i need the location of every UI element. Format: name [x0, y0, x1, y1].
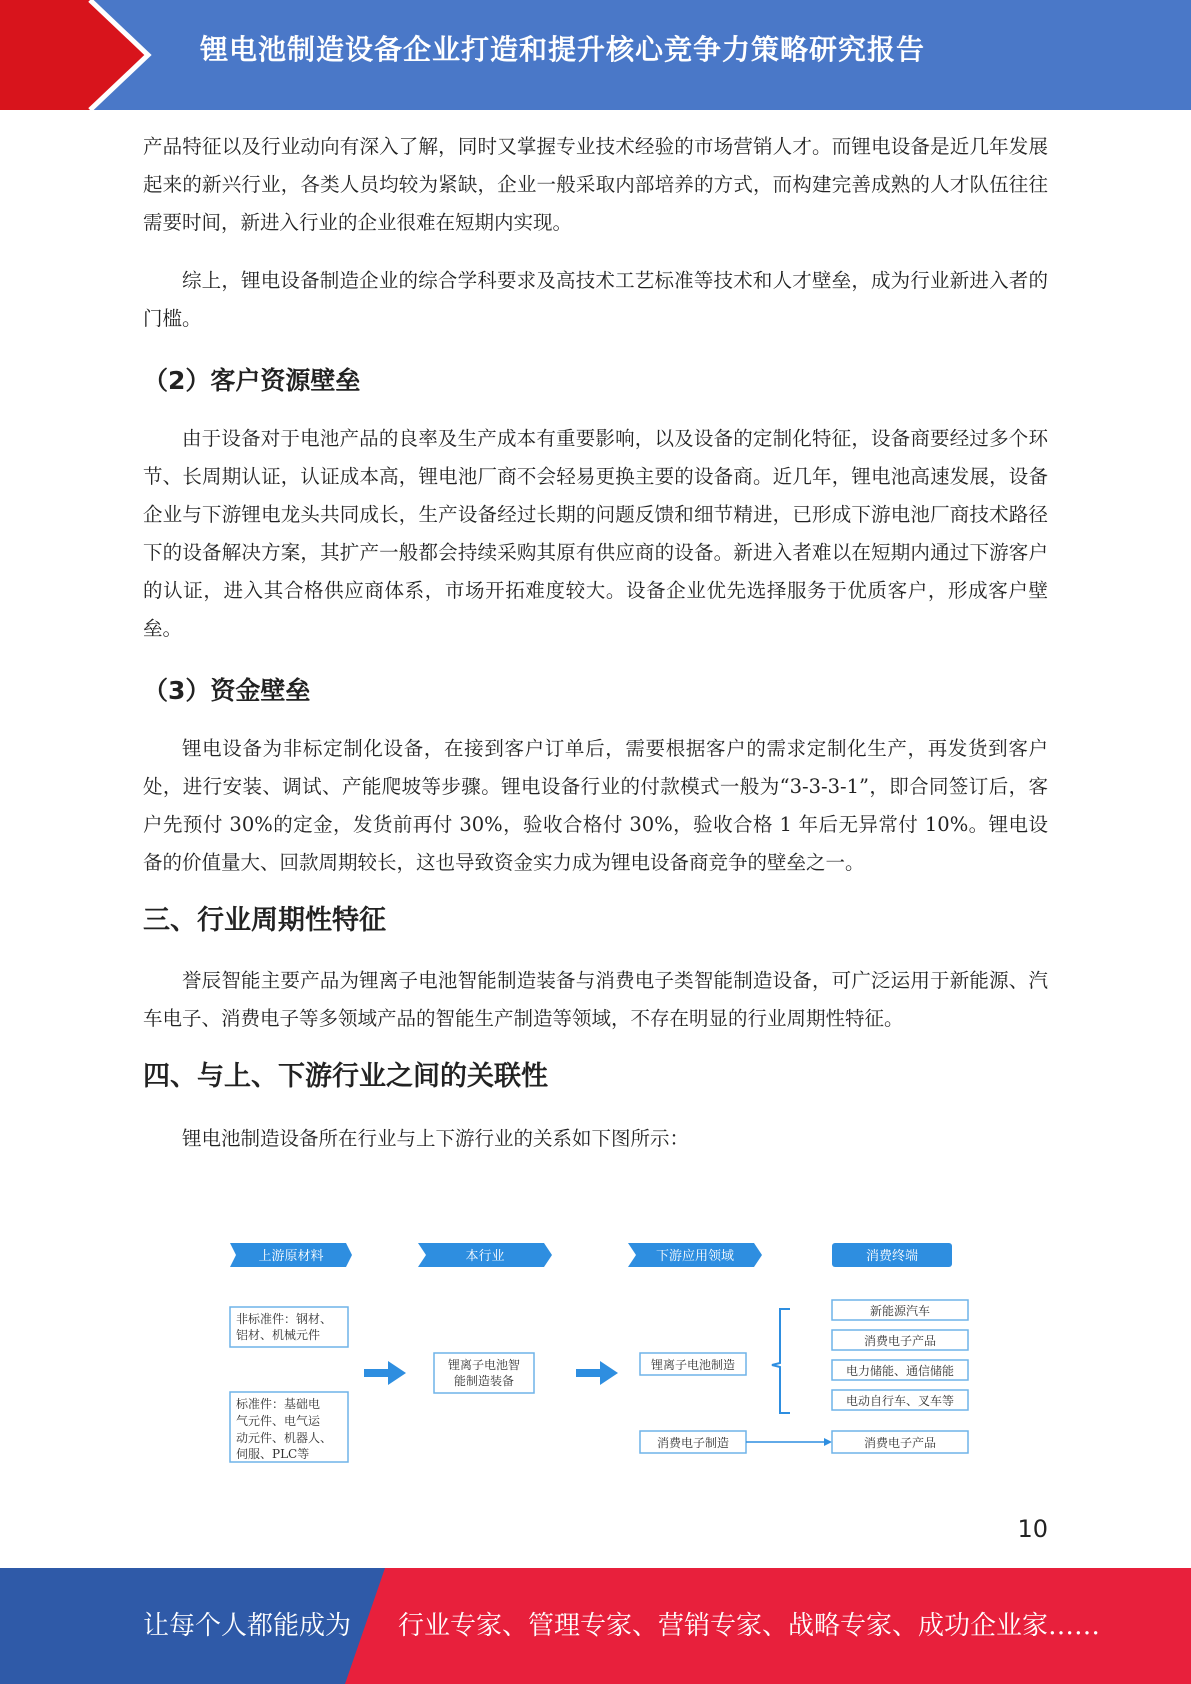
- diagram-header-industry: [418, 1243, 552, 1267]
- svg-text:消费电子产品: 消费电子产品: [863, 1334, 937, 1348]
- svg-text:上游原材料: 上游原材料: [258, 1249, 324, 1264]
- svg-text:能制造装备: 能制造装备: [453, 1374, 515, 1388]
- diagram-terminal-energy-storage: [832, 1360, 968, 1380]
- heading-industry-relation: 四、与上、下游行业之间的关联性: [143, 1061, 548, 1092]
- svg-text:新能源汽车: 新能源汽车: [869, 1304, 931, 1318]
- footer-slogan-text: 行业专家、管理专家、营销专家、战略专家、成功企业家……: [398, 1611, 1101, 1641]
- page-footer: [0, 1568, 1191, 1684]
- diagram-box-nonstandard-parts: [230, 1307, 348, 1347]
- diagram-terminal-consumer-electronics: [832, 1330, 968, 1350]
- diagram-box-consumer-manufacturing: [640, 1431, 746, 1453]
- diagram-terminal-nev: [832, 1300, 968, 1320]
- paragraph-talent-continued: 产品特征以及行业动向有深入了解，同时又掌握专业技术经验的市场营销人才。而锂电设备是近几年发展起来的新兴行业，各类人员均较为紧缺，企业一般采取内部培养的方式，而构建完善成熟的人才队伍往往需要时间，新进入行业的企业很难在短期内实现。: [143, 135, 1048, 234]
- svg-text:伺服、PLC等: 伺服、PLC等: [236, 1447, 310, 1461]
- svg-text:标准件：基础电: 标准件：基础电: [236, 1397, 321, 1411]
- diagram-bracket: [772, 1309, 790, 1413]
- svg-text:电动自行车、叉车等: 电动自行车、叉车等: [845, 1394, 955, 1408]
- diagram-header-downstream: [628, 1243, 762, 1267]
- diagram-box-industry: [434, 1353, 534, 1393]
- arrow-consumer-to-terminal: [746, 1438, 832, 1446]
- svg-text:下游应用领域: 下游应用领域: [655, 1249, 735, 1264]
- heading-customer-barrier: （2）客户资源壁垒: [143, 366, 361, 395]
- arrow-upstream-to-industry: [364, 1361, 406, 1385]
- diagram-terminal-consumer-electronics-2: [832, 1431, 968, 1453]
- page-header: [0, 0, 1191, 110]
- arrow-industry-to-downstream: [576, 1361, 618, 1385]
- svg-text:动元件、机器人、: 动元件、机器人、: [236, 1431, 333, 1445]
- svg-text:非标准件：钢材、: 非标准件：钢材、: [236, 1312, 333, 1326]
- diagram-box-lithium-manufacturing: [640, 1353, 746, 1375]
- diagram-header-upstream: [230, 1243, 352, 1267]
- footer-lead-text: 让每个人都能成为: [143, 1611, 352, 1641]
- page-number: 10: [1017, 1515, 1048, 1543]
- red-chevron-decoration: [0, 0, 160, 110]
- heading-industry-cycle: 三、行业周期性特征: [143, 905, 386, 936]
- paragraph-industry-cycle: 誉辰智能主要产品为锂离子电池智能制造装备与消费电子类智能制造设备，可广泛运用于新能源、汽车电子、消费电子等多领域产品的智能生产制造等领域，不存在明显的行业周期性特征。: [143, 969, 1048, 1030]
- report-title: 锂电池制造设备企业打造和提升核心竞争力策略研究报告: [200, 33, 926, 66]
- industry-chain-diagram: [220, 1235, 980, 1470]
- paragraph-capital-barrier: 锂电设备为非标定制化设备，在接到客户订单后，需要根据客户的需求定制化生产，再发货到客户处，进行安装、调试、产能爬坡等步骤。锂电设备行业的付款模式一般为“3-3-3-1”，即合同签订后，客户先预付 30%的定金，发货前再付 30%，验收合格付 30%，验收合格 1 年后无异常付 10%。锂电设备的价值量大、回款周期较长，这也导致资金实力成为锂电设备商竞争的壁垒之一。: [143, 737, 1048, 874]
- svg-text:本行业: 本行业: [465, 1249, 505, 1264]
- diagram-box-standard-parts: [230, 1392, 348, 1462]
- svg-text:消费电子产品: 消费电子产品: [863, 1436, 937, 1450]
- svg-text:铝材、机械元件: 铝材、机械元件: [236, 1328, 321, 1342]
- svg-text:锂离子电池智: 锂离子电池智: [447, 1358, 521, 1372]
- page-content: [143, 128, 1048, 1158]
- diagram-header-terminal: [832, 1243, 952, 1267]
- paragraph-customer-barrier: 由于设备对于电池产品的良率及生产成本有重要影响，以及设备的定制化特征，设备商要经过多个环节、长周期认证，认证成本高，锂电池厂商不会轻易更换主要的设备商。近几年，锂电池高速发展，设备企业与下游锂电龙头共同成长，生产设备经过长期的问题反馈和细节精进，已形成下游电池厂商技术路径下的设备解决方案，其扩产一般都会持续采购其原有供应商的设备。新进入者难以在短期内通过下游客户的认证，进入其合格供应商体系，市场开拓难度较大。设备企业优先选择服务于优质客户，形成客户壁垒。: [143, 427, 1048, 640]
- svg-text:消费终端: 消费终端: [865, 1249, 919, 1264]
- svg-text:锂离子电池制造: 锂离子电池制造: [650, 1358, 736, 1372]
- paragraph-diagram-intro: 锂电池制造设备所在行业与上下游行业的关系如下图所示：: [182, 1127, 690, 1150]
- heading-capital-barrier: （3）资金壁垒: [143, 676, 311, 705]
- paragraph-summary: 综上，锂电设备制造企业的综合学科要求及高技术工艺标准等技术和人才壁垒，成为行业新进入者的门槛。: [143, 269, 1048, 330]
- svg-text:气元件、电气运: 气元件、电气运: [236, 1414, 321, 1428]
- svg-text:电力储能、通信储能: 电力储能、通信储能: [845, 1364, 955, 1378]
- svg-text:消费电子制造: 消费电子制造: [656, 1436, 730, 1450]
- diagram-terminal-ebike-forklift: [832, 1390, 968, 1410]
